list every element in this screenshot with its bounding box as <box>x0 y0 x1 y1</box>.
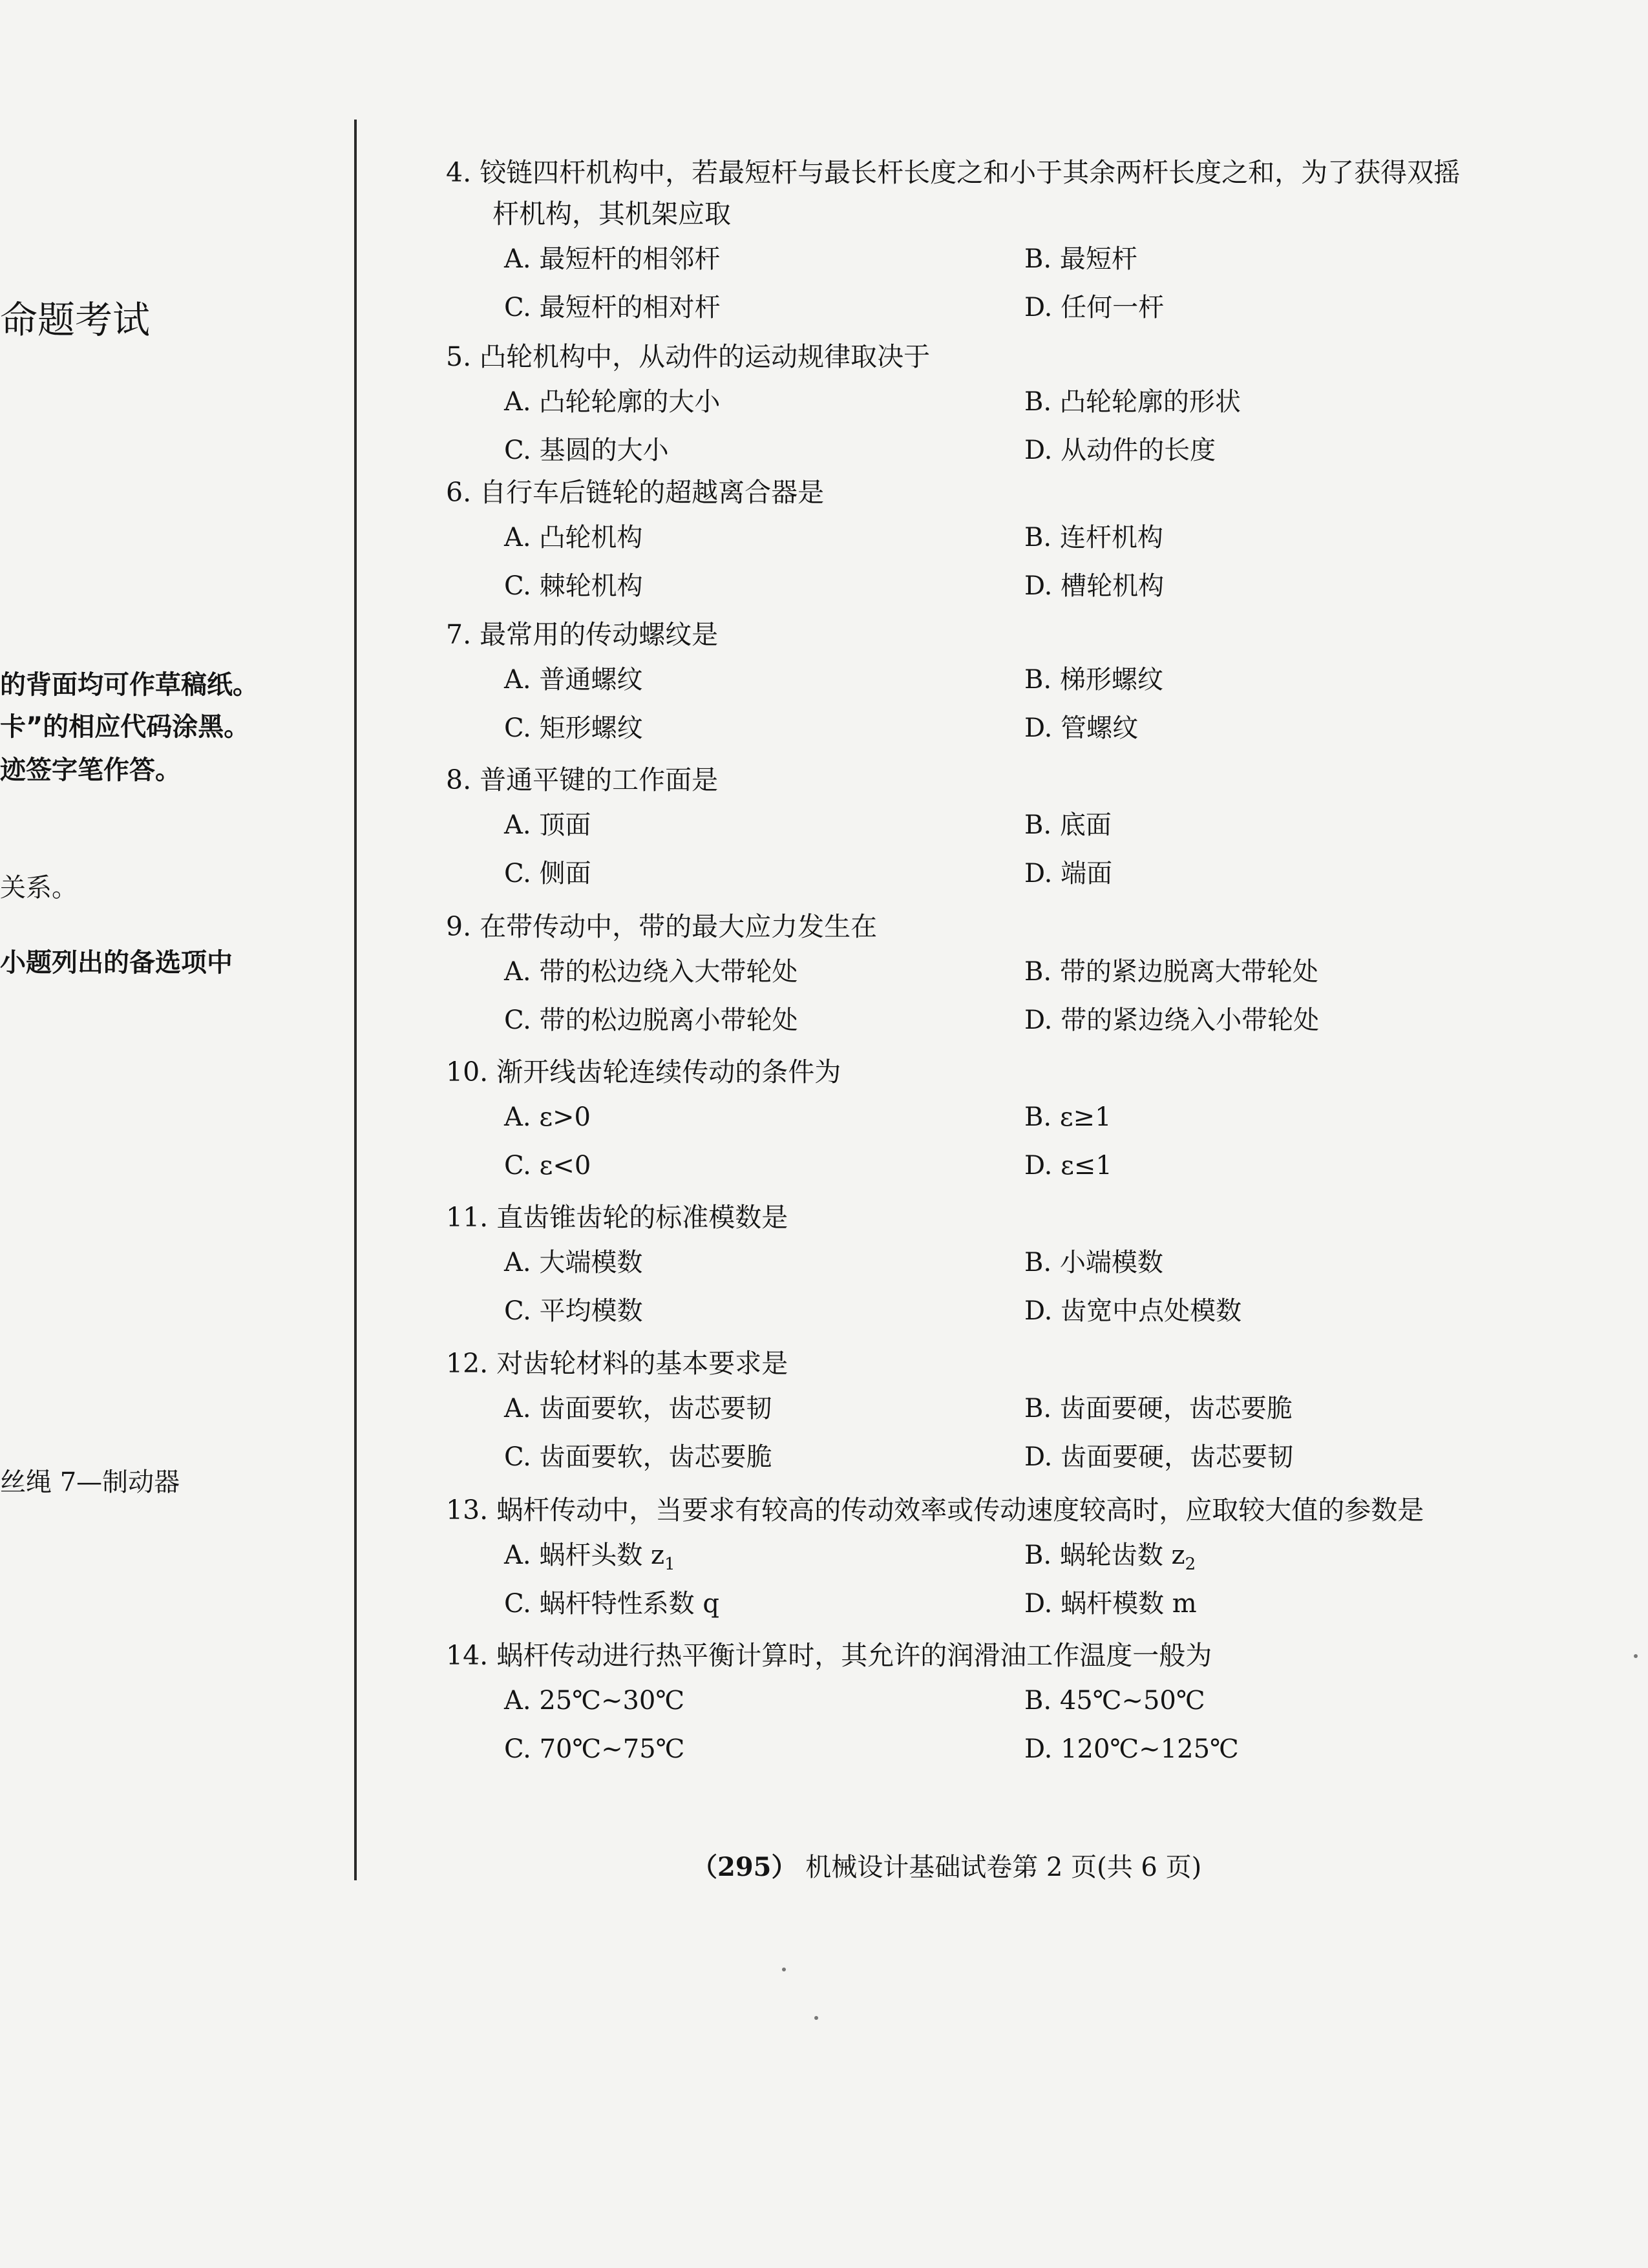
option-row <box>446 1238 1545 1286</box>
scan-speck <box>814 2016 818 2020</box>
fragment-options-hint: 小题列出的备选项中 <box>0 948 233 978</box>
option-row <box>446 849 1545 898</box>
question-stem: 9. 在带传动中，带的最大应力发生在 <box>446 911 878 942</box>
option-c: C. 最短杆的相对杆 <box>504 293 721 322</box>
option-row <box>446 283 1545 331</box>
option-row <box>446 1676 1545 1725</box>
option-a: A. 普通螺纹 <box>504 665 643 695</box>
question-4 <box>446 152 1545 331</box>
option-b: B. 底面 <box>1024 810 1112 840</box>
option-c: C. 棘轮机构 <box>504 571 643 601</box>
question-stem: 6. 自行车后链轮的超越离合器是 <box>446 477 825 508</box>
scan-speck <box>1634 1654 1638 1658</box>
option-b: B. 小端模数 <box>1024 1248 1163 1277</box>
question-14 <box>446 1635 1545 1773</box>
fragment-exam-title: 命题考试 <box>0 298 151 342</box>
option-b: B. 45℃~50℃ <box>1024 1686 1205 1716</box>
option-d: D. 齿宽中点处模数 <box>1024 1296 1242 1326</box>
question-5 <box>446 336 1545 474</box>
option-a: A. 齿面要软，齿芯要韧 <box>504 1394 772 1423</box>
option-d: D. 管螺纹 <box>1024 713 1139 743</box>
option-row <box>446 655 1545 704</box>
question-10 <box>446 1051 1545 1190</box>
footer-code: （295） <box>692 1852 798 1882</box>
fragment-note-2: 卡”的相应代码涂黑。 <box>0 712 250 742</box>
option-c: C. 蜗杆特性系数 q <box>504 1589 719 1619</box>
question-13 <box>446 1489 1545 1628</box>
option-row <box>446 1093 1545 1141</box>
option-row <box>446 235 1545 283</box>
option-row <box>446 562 1545 610</box>
question-stem-continued: 杆机构，其机架应取 <box>492 198 731 229</box>
option-a: A. 凸轮机构 <box>504 523 643 552</box>
option-d: D. 任何一杆 <box>1024 293 1165 322</box>
question-12 <box>446 1343 1545 1481</box>
question-stem: 4. 铰链四杆机构中，若最短杆与最长杆长度之和小于其余两杆长度之和，为了获得双摇 <box>446 157 1461 188</box>
option-d: D. 蜗杆模数 m <box>1024 1589 1197 1619</box>
option-row <box>446 1384 1545 1433</box>
question-stem: 10. 渐开线齿轮连续传动的条件为 <box>446 1056 841 1087</box>
option-row <box>446 377 1545 426</box>
option-c: C. 平均模数 <box>504 1296 643 1326</box>
question-11 <box>446 1197 1545 1335</box>
option-d: D. 槽轮机构 <box>1024 571 1165 601</box>
option-b: B. 最短杆 <box>1024 244 1137 274</box>
footer-text: 机械设计基础试卷第 2 页(共 6 页) <box>805 1853 1202 1882</box>
option-a: A. 最短杆的相邻杆 <box>504 244 721 274</box>
option-c: C. 基圆的大小 <box>504 436 669 465</box>
fragment-note-3: 迹签字笔作答。 <box>0 755 181 785</box>
question-stem: 8. 普通平键的工作面是 <box>446 764 719 795</box>
option-a: A. 25℃~30℃ <box>504 1686 685 1716</box>
subscript-1: 1 <box>664 1555 675 1574</box>
question-stem: 11. 直齿锥齿轮的标准模数是 <box>446 1202 788 1233</box>
question-stem: 14. 蜗杆传动进行热平衡计算时，其允许的润滑油工作温度一般为 <box>446 1640 1212 1671</box>
page-footer <box>692 1847 1201 1884</box>
subscript-2: 2 <box>1185 1555 1196 1574</box>
fragment-brake-label: 丝绳 7—制动器 <box>0 1467 180 1497</box>
option-c: C. ε<0 <box>504 1151 591 1181</box>
option-c: C. 70℃~75℃ <box>504 1734 685 1764</box>
option-row <box>446 1141 1545 1190</box>
option-a: A. ε>0 <box>504 1102 591 1132</box>
option-d: D. 齿面要硬，齿芯要韧 <box>1024 1442 1294 1472</box>
option-row <box>446 1433 1545 1481</box>
question-stem: 13. 蜗杆传动中，当要求有较高的传动效率或传动速度较高时，应取较大值的参数是 <box>446 1495 1424 1526</box>
option-c: C. 矩形螺纹 <box>504 713 643 743</box>
fragment-relation: 关系。 <box>0 873 78 903</box>
page-fold-divider <box>354 120 357 1880</box>
option-row <box>446 1579 1545 1628</box>
scan-speck <box>782 1968 786 1971</box>
option-a: A. 顶面 <box>504 810 591 840</box>
fragment-note-1: 的背面均可作草稿纸。 <box>0 670 259 700</box>
question-7 <box>446 614 1545 752</box>
option-b: B. 梯形螺纹 <box>1024 665 1163 695</box>
option-b: B. 齿面要硬，齿芯要脆 <box>1024 1394 1293 1423</box>
option-a: A. 蜗杆头数 $z_1$ <box>504 1540 675 1574</box>
option-a: A. 凸轮轮廓的大小 <box>504 387 721 417</box>
option-row <box>446 426 1545 474</box>
adjacent-page-fragment <box>0 0 354 2268</box>
option-a: A. 大端模数 <box>504 1248 643 1277</box>
option-row <box>446 704 1545 752</box>
option-c: C. 侧面 <box>504 859 591 888</box>
option-c: C. 带的松边脱离小带轮处 <box>504 1005 798 1035</box>
question-9 <box>446 906 1545 1044</box>
option-row <box>446 513 1545 562</box>
question-stem: 5. 凸轮机构中，从动件的运动规律取决于 <box>446 341 931 372</box>
option-c: C. 齿面要软，齿芯要脆 <box>504 1442 772 1472</box>
option-d: D. 端面 <box>1024 859 1113 888</box>
option-row <box>446 1531 1545 1579</box>
option-d: D. ε≤1 <box>1024 1151 1112 1181</box>
question-stem: 7. 最常用的传动螺纹是 <box>446 619 719 650</box>
option-d: D. 从动件的长度 <box>1024 436 1216 465</box>
option-row <box>446 1725 1545 1773</box>
option-d: D. 带的紧边绕入小带轮处 <box>1024 1005 1320 1035</box>
option-row <box>446 996 1545 1044</box>
option-b: B. 连杆机构 <box>1024 523 1163 552</box>
question-6 <box>446 472 1545 610</box>
option-b: B. ε≥1 <box>1024 1102 1112 1132</box>
option-a: A. 带的松边绕入大带轮处 <box>504 957 798 987</box>
option-row <box>446 801 1545 849</box>
option-b: B. 带的紧边脱离大带轮处 <box>1024 957 1318 987</box>
option-d: D. 120℃~125℃ <box>1024 1734 1239 1764</box>
question-8 <box>446 759 1545 898</box>
question-stem: 12. 对齿轮材料的基本要求是 <box>446 1348 788 1379</box>
option-b: B. 凸轮轮廓的形状 <box>1024 387 1241 417</box>
option-row <box>446 1286 1545 1335</box>
option-b: B. 蜗轮齿数 $z_2$ <box>1024 1540 1196 1574</box>
option-row <box>446 947 1545 996</box>
